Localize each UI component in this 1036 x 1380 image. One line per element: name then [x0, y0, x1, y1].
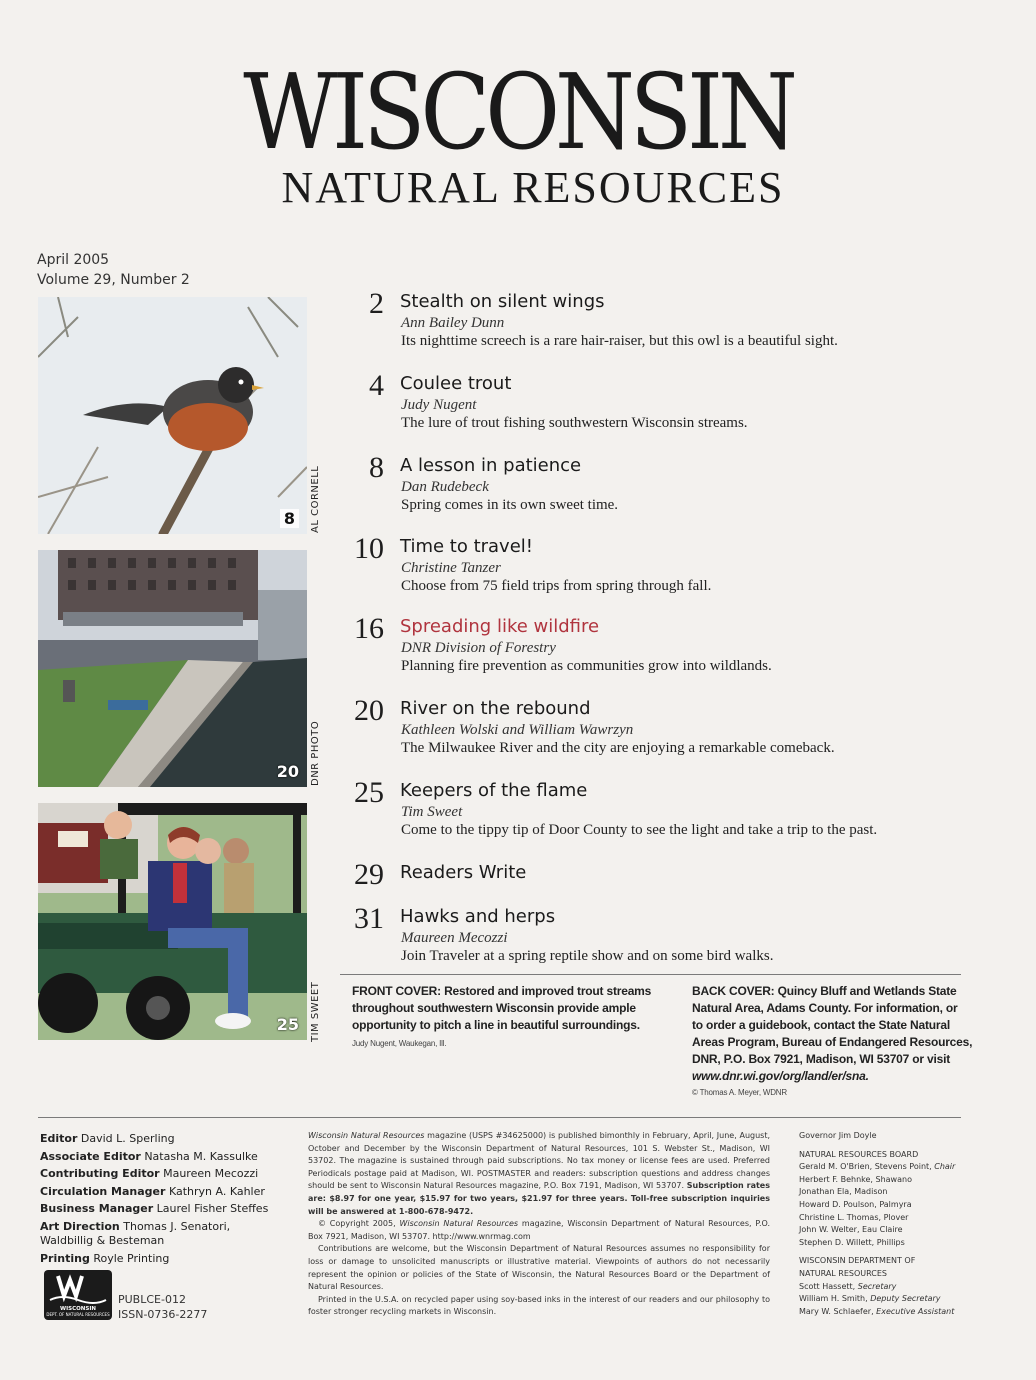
wdnr-logo-icon: [44, 1270, 112, 1320]
staff-role: Editor: [40, 1132, 78, 1145]
staff-name: Royle Printing: [93, 1251, 170, 1265]
staff-name: Maureen Mecozzi: [163, 1167, 259, 1180]
publisher-fine-print: [308, 1130, 770, 1319]
toc-description: Choose from 75 field trips from spring through fall.: [401, 578, 712, 594]
officer-title: Secretary: [857, 1281, 897, 1291]
department-title: WISCONSIN DEPARTMENT OF: [799, 1256, 916, 1266]
toc-entry[interactable]: [340, 902, 980, 966]
printing-note: Printed in the U.S.A. on recycled paper using soy-based inks in the interest of our readers and our philosophy to foster stronger recycling markets in Wisconsin.: [308, 1294, 770, 1317]
staff-role: Business Manager: [40, 1202, 154, 1215]
back-cover-caption: [692, 983, 982, 1099]
toc-author: Judy Nugent: [401, 397, 477, 413]
staff-row: [40, 1130, 290, 1148]
toc-description: Join Traveler at a spring reptile show and on some bird walks.: [401, 948, 774, 964]
staff-list: [40, 1130, 290, 1267]
board-member: John W. Welter, Eau Claire: [799, 1225, 903, 1235]
front-cover-credit: Judy Nugent, Waukegan, Ill.: [352, 1039, 447, 1048]
board-list: [799, 1130, 999, 1318]
caption-line: to order a guidebook, contact the State Natural: [692, 1018, 950, 1032]
logo-text: WISCONSIN: [60, 1306, 96, 1312]
toc-title[interactable]: River on the rebound: [400, 698, 591, 719]
magazine-name: Wisconsin Natural Resources: [308, 1131, 425, 1140]
toc-entry[interactable]: [340, 369, 980, 433]
fine-text: magazine, Wisconsin Department of Natural Resources, P.O. Box 7921, Madison, WI 53707. http://www.wnrmag.com: [308, 1219, 771, 1241]
copyright: [308, 1218, 770, 1243]
staff-name: Natasha M. Kassulke: [144, 1149, 258, 1163]
officer-name: Scott Hassett,: [799, 1281, 856, 1291]
ranger-vehicle-illustration: [38, 803, 307, 1040]
photo-page-number: 20: [276, 762, 299, 781]
divider: [340, 974, 961, 975]
toc-author: Ann Bailey Dunn: [401, 315, 505, 331]
toc-title[interactable]: Stealth on silent wings: [400, 291, 605, 312]
staff-role: Printing: [40, 1251, 90, 1265]
contributions-note: Contributions are welcome, but the Wisconsin Department of Natural Resources assumes no responsibility for loss or damage to unsolicited manuscripts or illustrative material. Viewpoints of authors do not necessarily represent the opinion or policies of the State of Wisconsin, the Natural Resources Board or the Department of Natural Resources.: [308, 1244, 770, 1292]
toc-page-number: 31: [354, 902, 384, 935]
publication-codes: [118, 1292, 207, 1322]
toc-title[interactable]: A lesson in patience: [400, 455, 582, 476]
fine-text: © Copyright 2005,: [318, 1219, 400, 1229]
staff-name: Thomas J. Senatori, Waldbillig & Besteman: [40, 1219, 231, 1247]
dept-officer: [799, 1281, 999, 1294]
toc-title[interactable]: Time to travel!: [400, 536, 533, 557]
toc-description: The lure of trout fishing southwestern Wisconsin streams.: [401, 415, 748, 431]
photo-page-number: 8: [280, 509, 299, 528]
toc-entry[interactable]: [340, 776, 980, 840]
staff-row: [40, 1165, 290, 1183]
photo-credit: DNR PHOTO: [310, 720, 321, 786]
photo-credit: TIM SWEET: [310, 981, 321, 1042]
caption-line: DNR, P.O. Box 7921, Madison, WI 53707 or visit: [692, 1052, 951, 1066]
governor: Governor Jim Doyle: [799, 1131, 877, 1140]
back-cover-credit: © Thomas A. Meyer, WDNR: [692, 1088, 787, 1097]
robin-photo: [38, 297, 307, 534]
front-cover-caption: [352, 983, 662, 1050]
officer-name: Mary W. Schlaefer,: [799, 1306, 874, 1316]
officer-title: Executive Assistant: [876, 1306, 955, 1316]
staff-name: Kathryn A. Kahler: [168, 1184, 265, 1198]
toc-entry[interactable]: [340, 612, 980, 676]
toc-page-number: 8: [369, 451, 384, 484]
issue-info: [37, 250, 190, 290]
toc-author: DNR Division of Forestry: [401, 640, 556, 656]
staff-role: Circulation Manager: [40, 1184, 166, 1198]
toc-author: Dan Rudebeck: [401, 479, 489, 495]
staff-row: [40, 1250, 290, 1268]
toc-entry[interactable]: [340, 694, 980, 758]
staff-row: [40, 1200, 290, 1218]
toc-page-number: 29: [354, 858, 384, 891]
staff-role: Art Direction: [40, 1219, 120, 1233]
toc-page-number: 16: [354, 612, 384, 645]
toc-title[interactable]: Coulee trout: [400, 373, 512, 394]
issue-date: April 2005: [37, 252, 110, 268]
board-member: Howard D. Poulson, Palmyra: [799, 1199, 912, 1209]
publication-code: PUBLCE-012: [118, 1293, 186, 1306]
toc-description: Spring comes in its own sweet time.: [401, 497, 619, 513]
staff-name: David L. Sperling: [80, 1132, 175, 1145]
publishing-statement: [308, 1130, 770, 1218]
toc-page-number: 2: [369, 287, 384, 320]
staff-row: [40, 1220, 250, 1248]
logo-text: DEPT. OF NATURAL RESOURCES: [46, 1312, 110, 1317]
toc-description: Planning fire prevention as communities grow into wildlands.: [401, 658, 772, 674]
issue-volume: Volume 29, Number 2: [37, 272, 190, 288]
masthead-subtitle: NATURAL RESOURCES: [281, 163, 785, 212]
board-title: NATURAL RESOURCES BOARD: [799, 1149, 919, 1159]
masthead-title: WISCONSIN: [243, 51, 793, 173]
staff-role: Associate Editor: [40, 1149, 141, 1163]
magazine-name: Wisconsin Natural Resources: [399, 1219, 519, 1229]
department-title: NATURAL RESOURCES: [799, 1268, 888, 1278]
riverwalk-photo: [38, 550, 307, 787]
toc-title[interactable]: Keepers of the flame: [400, 780, 588, 801]
caption-line: BACK COVER: Quincy Bluff and Wetlands State: [692, 984, 957, 998]
caption-line: opportunity to pitch a line in beautiful surroundings.: [352, 1018, 640, 1032]
toc-author: Maureen Mecozzi: [401, 930, 508, 946]
ranger-vehicle-photo: [38, 803, 307, 1040]
toc-page-number: 10: [354, 532, 384, 565]
photo-page-number: 25: [276, 1015, 299, 1034]
caption-line: Natural Area, Adams County. For information, or: [692, 1001, 958, 1015]
staff-row: [40, 1183, 290, 1201]
toc-entry[interactable]: [340, 532, 980, 596]
caption-line: throughout southwestern Wisconsin provide ample: [352, 1001, 636, 1015]
issn: ISSN-0736-2277: [118, 1308, 208, 1321]
toc-entry[interactable]: [340, 287, 980, 351]
toc-title[interactable]: Hawks and herps: [400, 906, 556, 927]
caption-line: FRONT COVER: Restored and improved trout streams: [352, 984, 652, 998]
toc-entry[interactable]: [340, 858, 980, 892]
toc-title[interactable]: Readers Write: [400, 862, 527, 883]
toc-page-number: 25: [354, 776, 384, 809]
staff-row: [40, 1148, 290, 1166]
caption-line: Areas Program, Bureau of Endangered Resources,: [692, 1035, 973, 1049]
toc-description: Come to the tippy tip of Door County to see the light and take a trip to the past.: [401, 822, 878, 838]
divider: [38, 1117, 961, 1118]
fine-text: magazine (USPS #34625000) is published bimonthly in February, April, June, August, October and December by the Wisconsin Department of Natural Resources, 101 S. Webster St., Madison, WI 53702. The magazine is sustained through paid subscriptions. No tax money or license fees are used. Preferred Periodicals postage paid at Madison, WI. POSTMASTER and readers: subscription questions and address changes should be sent to Wisconsin Natural Resources magazine, P.O. Box 7191, Madison, WI 53707.: [308, 1131, 771, 1191]
board-member: Christine L. Thomas, Plover: [799, 1212, 909, 1222]
board-member: [799, 1161, 999, 1174]
board-member: Herbert F. Behnke, Shawano: [799, 1174, 912, 1184]
dept-officer: [799, 1293, 999, 1306]
toc-entry[interactable]: [340, 451, 980, 515]
staff-role: Contributing Editor: [40, 1167, 160, 1180]
officer-title: Deputy Secretary: [870, 1294, 941, 1304]
toc-page-number: 4: [369, 369, 384, 402]
member-title: Chair: [934, 1162, 956, 1172]
toc-description: Its nighttime screech is a rare hair-raiser, but this owl is a beautiful sight.: [401, 333, 838, 349]
toc-title[interactable]: Spreading like wildfire: [400, 616, 600, 637]
toc-author: Kathleen Wolski and William Wawrzyn: [401, 722, 634, 738]
toc-page-number: 20: [354, 694, 384, 727]
toc-author: Tim Sweet: [401, 804, 463, 820]
toc-description: The Milwaukee River and the city are enjoying a remarkable comeback.: [401, 740, 835, 756]
toc-author: Christine Tanzer: [401, 560, 501, 576]
robin-illustration: [38, 297, 307, 534]
publication-info: [40, 1270, 230, 1324]
member-name: Gerald M. O'Brien, Stevens Point,: [799, 1162, 932, 1172]
riverwalk-illustration: [38, 550, 307, 787]
board-member: Jonathan Ela, Madison: [799, 1187, 888, 1197]
staff-name: Laurel Fisher Steffes: [156, 1202, 269, 1215]
officer-name: William H. Smith,: [799, 1294, 868, 1304]
back-cover-url[interactable]: www.dnr.wi.gov/org/land/er/sna.: [692, 1069, 869, 1083]
subscription-rates: Subscription rates are: $8.97 for one year, $15.97 for two years, $21.97 for three years. Toll-free subscription inquiries will be answered at 1-800-678-9472.: [308, 1181, 770, 1216]
board-member: Stephen D. Willett, Phillips: [799, 1237, 905, 1247]
dept-officer: [799, 1306, 999, 1319]
photo-credit: AL CORNELL: [310, 465, 321, 533]
